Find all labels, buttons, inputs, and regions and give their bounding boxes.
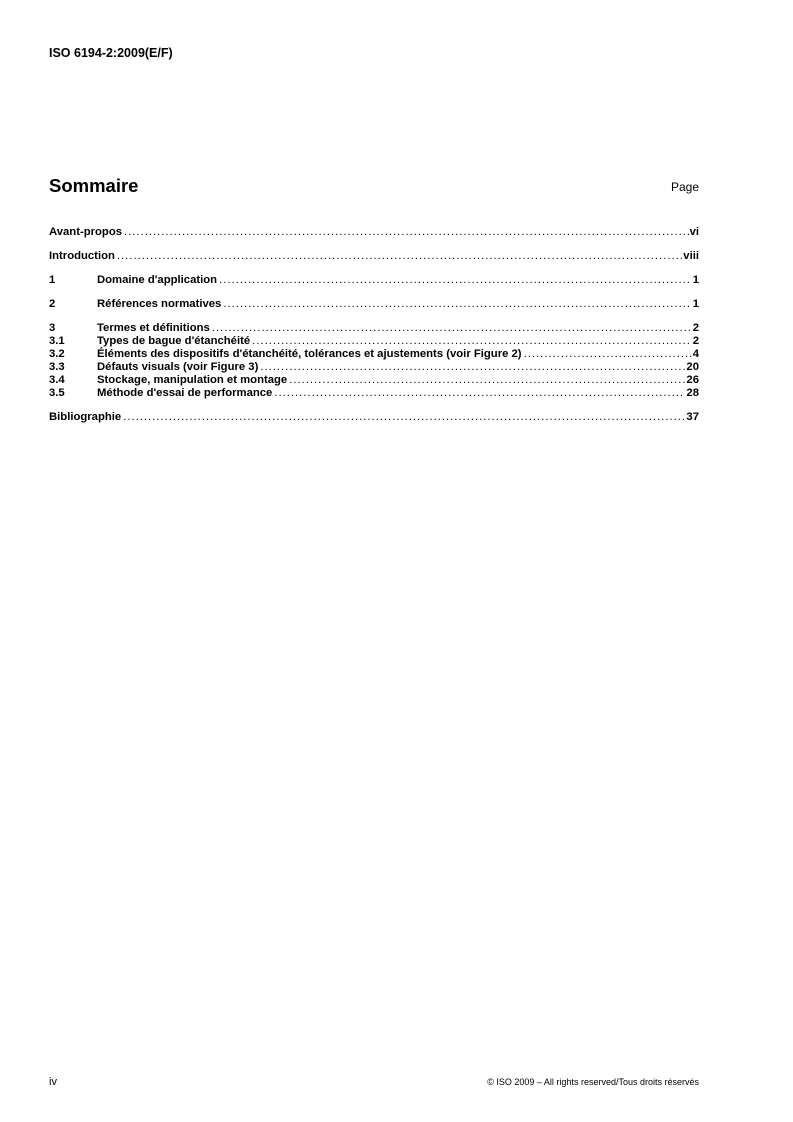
toc-entry-section-2[interactable] [49,298,699,311]
toc-page-column-label: Page [670,180,699,194]
footer-copyright: © ISO 2009 – All rights reserved/Tous droits réservés [487,1077,699,1087]
toc-entry-number: 3 [49,322,56,334]
toc-entry-introduction[interactable] [49,250,699,263]
toc-entry-number: 3.2 [49,348,65,360]
toc-entry-page: 1 [692,298,699,310]
toc-entry-label: Termes et définitions [97,322,210,334]
toc-dot-leader [260,361,685,374]
toc-entry-page: 20 [686,361,699,373]
toc-entry-number: 3.3 [49,361,65,373]
toc-entry-page: 26 [686,374,699,386]
toc-entry-section-3-2[interactable] [49,348,699,361]
footer-page-number: iv [49,1076,57,1088]
toc-dot-leader [124,226,689,239]
toc-entry-page: viii [683,250,699,262]
toc-entry-page: 1 [692,274,699,286]
table-of-contents [49,226,699,424]
toc-entry-label: Références normatives [97,298,222,310]
toc-entry-page: vi [689,226,699,238]
toc-entry-section-3-3[interactable] [49,361,699,374]
toc-entry-label: Types de bague d'étanchéité [97,335,251,347]
toc-entry-label: Avant-propos [49,226,123,238]
toc-entry-number: 2 [49,298,56,310]
toc-entry-page: 4 [692,348,699,360]
toc-entry-number: 3.5 [49,387,65,399]
toc-entry-number: 1 [49,274,56,286]
document-id: ISO 6194-2:2009(E/F) [49,46,173,60]
toc-dot-leader [117,250,682,263]
toc-title: Sommaire [49,175,139,196]
toc-entry-label: Bibliographie [49,411,122,423]
toc-entry-label: Éléments des dispositifs d'étanchéité, tolérances et ajustements (voir Figure 2) [97,348,522,360]
toc-entry-page: 28 [686,387,699,399]
toc-entry-label: Méthode d'essai de performance [97,387,273,399]
toc-entry-label: Domaine d'application [97,274,218,286]
toc-dot-leader [252,335,692,348]
toc-entry-section-3-1[interactable] [49,335,699,348]
toc-entry-label: Introduction [49,250,115,262]
toc-dot-leader [212,322,692,335]
toc-dot-leader [524,348,692,361]
toc-dot-leader [219,274,692,287]
toc-entry-page: 2 [692,335,699,347]
toc-entry-label: Défauts visuals (voir Figure 3) [97,361,259,373]
toc-entry-bibliographie[interactable] [49,411,699,424]
toc-entry-avant-propos[interactable] [49,226,699,239]
toc-entry-page: 37 [686,411,699,423]
toc-dot-leader [123,411,685,424]
toc-dot-leader [274,387,685,400]
toc-entry-number: 3.4 [49,374,65,386]
toc-entry-section-3[interactable] [49,322,699,335]
toc-entry-number: 3.1 [49,335,65,347]
toc-entry-page: 2 [692,322,699,334]
toc-entry-section-3-4[interactable] [49,374,699,387]
toc-entry-section-1[interactable] [49,274,699,287]
toc-entry-section-3-5[interactable] [49,387,699,400]
toc-entry-label: Stockage, manipulation et montage [97,374,288,386]
toc-dot-leader [289,374,685,387]
toc-dot-leader [223,298,691,311]
